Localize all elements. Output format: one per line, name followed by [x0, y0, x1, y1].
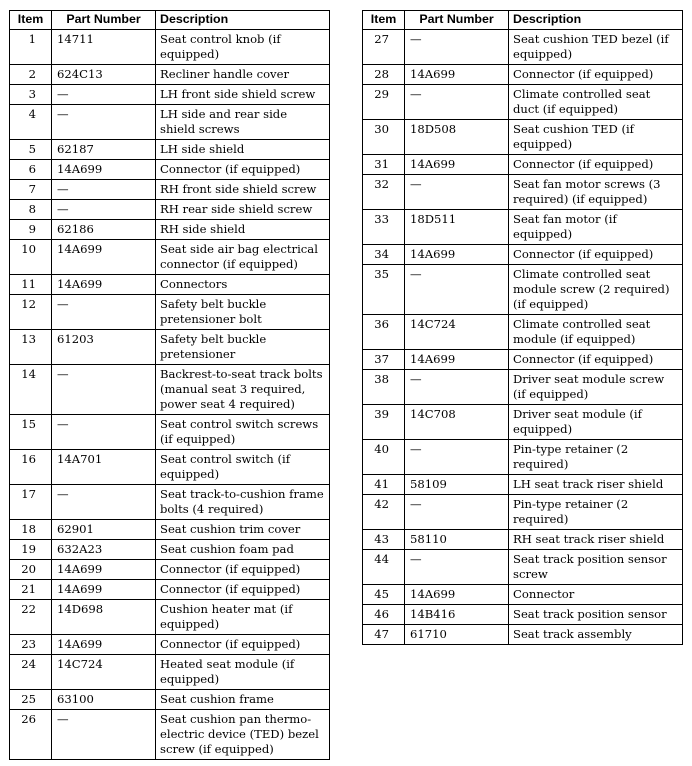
item-number: 40 — [363, 440, 405, 475]
parts-table-left — [9, 10, 330, 760]
item-number: 34 — [363, 245, 405, 265]
item-number: 7 — [10, 180, 52, 200]
item-number: 4 — [10, 105, 52, 140]
item-number: 30 — [363, 120, 405, 155]
part-description: Seat track assembly — [509, 625, 683, 645]
item-number: 12 — [10, 295, 52, 330]
part-description: Connector (if equipped) — [156, 160, 330, 180]
column-header-item: Item — [363, 11, 405, 30]
table-row — [363, 370, 683, 405]
part-description: Cushion heater mat (if equipped) — [156, 600, 330, 635]
part-number: — — [52, 415, 156, 450]
item-number: 38 — [363, 370, 405, 405]
table-row — [363, 495, 683, 530]
column-header-part-number: Part Number — [405, 11, 509, 30]
part-number: — — [52, 365, 156, 415]
table-row — [10, 580, 330, 600]
part-description: Seat track position sensor screw — [509, 550, 683, 585]
item-number: 6 — [10, 160, 52, 180]
item-number: 14 — [10, 365, 52, 415]
part-number: — — [405, 495, 509, 530]
part-number: 14B416 — [405, 605, 509, 625]
table-row — [363, 530, 683, 550]
item-number: 25 — [10, 690, 52, 710]
item-number: 15 — [10, 415, 52, 450]
part-description: Connector (if equipped) — [509, 350, 683, 370]
column-header-description: Description — [509, 11, 683, 30]
part-number: 18D508 — [405, 120, 509, 155]
table-row — [363, 85, 683, 120]
part-number: 624C13 — [52, 65, 156, 85]
column-header-part-number: Part Number — [52, 11, 156, 30]
table-row — [363, 245, 683, 265]
table-row — [10, 295, 330, 330]
part-number: 14C724 — [405, 315, 509, 350]
item-number: 16 — [10, 450, 52, 485]
item-number: 31 — [363, 155, 405, 175]
item-number: 1 — [10, 30, 52, 65]
part-description: Climate controlled seat module (if equipped) — [509, 315, 683, 350]
table-row — [10, 540, 330, 560]
part-number: 14A699 — [52, 560, 156, 580]
part-number: 18D511 — [405, 210, 509, 245]
part-number: 14A699 — [405, 585, 509, 605]
part-number: 58109 — [405, 475, 509, 495]
part-description: Backrest-to-seat track bolts (manual seat 3 required, power seat 4 required) — [156, 365, 330, 415]
part-number: — — [52, 85, 156, 105]
part-description: Seat cushion trim cover — [156, 520, 330, 540]
part-number: 14A699 — [405, 65, 509, 85]
part-description: Driver seat module (if equipped) — [509, 405, 683, 440]
part-number: 14A699 — [405, 350, 509, 370]
part-description: RH side shield — [156, 220, 330, 240]
part-description: RH seat track riser shield — [509, 530, 683, 550]
item-number: 45 — [363, 585, 405, 605]
item-number: 5 — [10, 140, 52, 160]
part-description: Climate controlled seat duct (if equipped) — [509, 85, 683, 120]
part-description: Seat cushion TED (if equipped) — [509, 120, 683, 155]
item-number: 2 — [10, 65, 52, 85]
part-number: 14A699 — [52, 160, 156, 180]
item-number: 18 — [10, 520, 52, 540]
part-number: 632A23 — [52, 540, 156, 560]
item-number: 9 — [10, 220, 52, 240]
table-row — [363, 210, 683, 245]
part-number: 62186 — [52, 220, 156, 240]
part-description: Seat fan motor (if equipped) — [509, 210, 683, 245]
part-number: 14D698 — [52, 600, 156, 635]
part-description: LH side shield — [156, 140, 330, 160]
part-number: 14A701 — [52, 450, 156, 485]
part-number: 61203 — [52, 330, 156, 365]
item-number: 37 — [363, 350, 405, 370]
table-row — [363, 350, 683, 370]
parts-table-right — [362, 10, 683, 645]
item-number: 46 — [363, 605, 405, 625]
table-row — [363, 120, 683, 155]
table-row — [10, 710, 330, 760]
part-description: Seat cushion TED bezel (if equipped) — [509, 30, 683, 65]
part-description: Climate controlled seat module screw (2 required) (if equipped) — [509, 265, 683, 315]
part-number: — — [405, 265, 509, 315]
item-number: 26 — [10, 710, 52, 760]
part-description: LH front side shield screw — [156, 85, 330, 105]
column-header-item: Item — [10, 11, 52, 30]
column-header-description: Description — [156, 11, 330, 30]
item-number: 28 — [363, 65, 405, 85]
table-header-row — [363, 11, 683, 30]
part-number: 62901 — [52, 520, 156, 540]
part-description: RH front side shield screw — [156, 180, 330, 200]
part-number: 58110 — [405, 530, 509, 550]
part-number: — — [405, 370, 509, 405]
part-number: 14C708 — [405, 405, 509, 440]
part-number: 14A699 — [405, 155, 509, 175]
table-row — [363, 65, 683, 85]
part-description: LH side and rear side shield screws — [156, 105, 330, 140]
part-description: Seat side air bag electrical connector (if equipped) — [156, 240, 330, 275]
item-number: 19 — [10, 540, 52, 560]
table-row — [10, 65, 330, 85]
table-row — [10, 180, 330, 200]
part-description: Seat track position sensor — [509, 605, 683, 625]
item-number: 41 — [363, 475, 405, 495]
item-number: 44 — [363, 550, 405, 585]
table-row — [363, 315, 683, 350]
table-row — [10, 415, 330, 450]
part-number: 61710 — [405, 625, 509, 645]
part-number: — — [52, 180, 156, 200]
part-description: Seat fan motor screws (3 required) (if equipped) — [509, 175, 683, 210]
table-row — [363, 550, 683, 585]
table-row — [363, 175, 683, 210]
table-row — [10, 200, 330, 220]
table-row — [363, 605, 683, 625]
table-row — [363, 405, 683, 440]
part-description: Seat control switch (if equipped) — [156, 450, 330, 485]
part-number: 14711 — [52, 30, 156, 65]
part-description: Seat track-to-cushion frame bolts (4 required) — [156, 485, 330, 520]
item-number: 20 — [10, 560, 52, 580]
part-description: Driver seat module screw (if equipped) — [509, 370, 683, 405]
part-description: Connector (if equipped) — [156, 635, 330, 655]
part-number: — — [52, 710, 156, 760]
part-number: — — [52, 105, 156, 140]
part-description: Pin-type retainer (2 required) — [509, 440, 683, 475]
part-number: 14A699 — [52, 240, 156, 275]
item-number: 11 — [10, 275, 52, 295]
table-row — [10, 105, 330, 140]
table-row — [10, 85, 330, 105]
part-description: Seat cushion frame — [156, 690, 330, 710]
item-number: 23 — [10, 635, 52, 655]
part-description: Heated seat module (if equipped) — [156, 655, 330, 690]
table-row — [363, 30, 683, 65]
item-number: 3 — [10, 85, 52, 105]
table-row — [10, 140, 330, 160]
table-row — [10, 365, 330, 415]
item-number: 22 — [10, 600, 52, 635]
table-row — [363, 440, 683, 475]
part-number: 63100 — [52, 690, 156, 710]
table-row — [10, 220, 330, 240]
item-number: 42 — [363, 495, 405, 530]
table-row — [10, 240, 330, 275]
table-row — [363, 475, 683, 495]
item-number: 39 — [363, 405, 405, 440]
item-number: 32 — [363, 175, 405, 210]
part-description: Seat cushion pan thermo-electric device (TED) bezel screw (if equipped) — [156, 710, 330, 760]
table-row — [10, 635, 330, 655]
part-number: — — [405, 550, 509, 585]
item-number: 29 — [363, 85, 405, 120]
part-description: LH seat track riser shield — [509, 475, 683, 495]
part-number: 14A699 — [52, 580, 156, 600]
part-number: — — [405, 30, 509, 65]
part-number: 14A699 — [52, 635, 156, 655]
item-number: 35 — [363, 265, 405, 315]
part-description: Seat cushion foam pad — [156, 540, 330, 560]
table-row — [10, 275, 330, 295]
item-number: 36 — [363, 315, 405, 350]
part-description: Connector (if equipped) — [509, 245, 683, 265]
parts-table-left-body — [10, 30, 330, 760]
item-number: 47 — [363, 625, 405, 645]
part-description: Pin-type retainer (2 required) — [509, 495, 683, 530]
part-number: 14A699 — [405, 245, 509, 265]
item-number: 13 — [10, 330, 52, 365]
part-description: Connectors — [156, 275, 330, 295]
part-description: Safety belt buckle pretensioner bolt — [156, 295, 330, 330]
item-number: 10 — [10, 240, 52, 275]
table-row — [10, 690, 330, 710]
table-row — [10, 600, 330, 635]
part-number: — — [52, 295, 156, 330]
table-row — [10, 330, 330, 365]
part-description: Connector — [509, 585, 683, 605]
table-header-row — [10, 11, 330, 30]
item-number: 17 — [10, 485, 52, 520]
parts-table-right-body — [363, 30, 683, 645]
part-description: RH rear side shield screw — [156, 200, 330, 220]
part-number: — — [52, 485, 156, 520]
item-number: 24 — [10, 655, 52, 690]
table-row — [10, 450, 330, 485]
table-row — [363, 265, 683, 315]
table-row — [10, 520, 330, 540]
item-number: 21 — [10, 580, 52, 600]
part-description: Seat control switch screws (if equipped) — [156, 415, 330, 450]
item-number: 8 — [10, 200, 52, 220]
table-row — [10, 160, 330, 180]
item-number: 27 — [363, 30, 405, 65]
table-row — [363, 155, 683, 175]
part-description: Connector (if equipped) — [509, 65, 683, 85]
part-description: Connector (if equipped) — [509, 155, 683, 175]
item-number: 43 — [363, 530, 405, 550]
part-number: — — [405, 85, 509, 120]
part-description: Connector (if equipped) — [156, 580, 330, 600]
part-number: 14C724 — [52, 655, 156, 690]
part-number: 62187 — [52, 140, 156, 160]
part-number: — — [405, 440, 509, 475]
part-description: Safety belt buckle pretensioner — [156, 330, 330, 365]
table-row — [10, 560, 330, 580]
table-row — [10, 30, 330, 65]
part-number: — — [405, 175, 509, 210]
part-number: — — [52, 200, 156, 220]
part-description: Seat control knob (if equipped) — [156, 30, 330, 65]
part-number: 14A699 — [52, 275, 156, 295]
part-description: Recliner handle cover — [156, 65, 330, 85]
table-row — [363, 625, 683, 645]
table-row — [10, 655, 330, 690]
table-row — [363, 585, 683, 605]
part-description: Connector (if equipped) — [156, 560, 330, 580]
table-row — [10, 485, 330, 520]
item-number: 33 — [363, 210, 405, 245]
